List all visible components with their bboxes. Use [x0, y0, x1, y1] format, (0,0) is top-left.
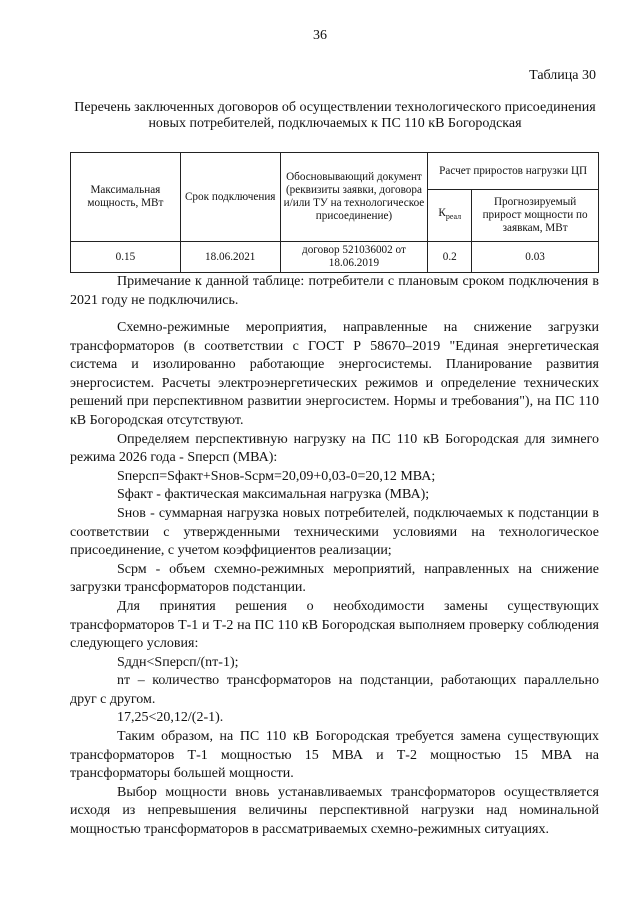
cell-term: 18.06.2021: [180, 242, 280, 273]
paragraph-decision: Для принятия решения о необходимости замены существующих трансформаторов Т-1 и Т-2 на ПС 110 кВ Богородская выполняем проверку соблюдения следующего условия:: [70, 598, 599, 652]
paragraph-conclusion: Таким образом, на ПС 110 кВ Богородская требуется замена существующих трансформаторов Т-1 мощностью 15 МВА и Т-2 мощностью 15 МВА на трансформаторы большей мощности.: [70, 729, 599, 782]
header-term: Срок подключения: [180, 153, 280, 242]
k-letter: К: [438, 207, 446, 220]
header-basis-document: Обосновывающий документ (реквизиты заявки, договора и/или ТУ на технологическое присоединение): [280, 153, 428, 242]
table-caption: Перечень заключенных договоров об осуществлении технологического присоединения новых потребителей, подключаемых к ПС 110 кВ Богородская: [74, 100, 596, 131]
paragraph-determine-load: Определяем перспективную нагрузку на ПС 110 кВ Богородская для зимнего режима 2026 года - Sперсп (МВА):: [70, 431, 599, 466]
body-text: [70, 319, 599, 840]
table-note: Примечание к данной таблице: потребители с плановым сроком подключения в 2021 году не подключились.: [70, 274, 599, 308]
k-subscript: реал: [445, 212, 462, 222]
table-header-row: [71, 153, 599, 190]
header-growth-calc: Расчет приростов нагрузки ЦП: [428, 153, 599, 190]
cell-doc: договор 521036002 от 18.06.2019: [280, 242, 428, 273]
header-forecast: Прогнозируемый прирост мощности по заявкам, МВт: [472, 190, 599, 242]
cell-forecast: 0.03: [472, 242, 599, 273]
table-label: Таблица 30: [529, 68, 596, 83]
formula-s-persp: Sперсп=Sфакт+Sнов-Sсрм=20,09+0,03-0=20,12 МВА;: [117, 468, 436, 484]
formula-condition: Sддн<Sперсп/(nт-1);: [117, 654, 239, 670]
formula-check: 17,25<20,12/(2-1).: [117, 710, 224, 726]
header-max-power: Максимальная мощность, МВт: [71, 153, 181, 242]
paragraph-selection: Выбор мощности вновь устанавливаемых трансформаторов осуществляется исходя из непревышения величины перспективной нагрузки над номинальной мощностью трансформаторов в рассматриваемых схемно-режимных ситуациях.: [70, 784, 599, 838]
header-k-real: [428, 190, 472, 242]
definition-s-new: Sнов - суммарная нагрузка новых потребителей, подключаемых к подстанции в соответствии с утвержденными техническими условиями на технологическое присоединение, с учетом коэффициентов реализации;: [70, 505, 599, 559]
paragraph-measures: Схемно-режимные мероприятия, направленные на снижение загрузки трансформаторов (в соответствии с ГОСТ Р 58670–2019 "Единая энергетическая система и изолированно работающие энергосистемы. Планирование развития энергосистем. Расчеты электроэнергетических режимов и определение технических решений при перспективном развитии энергосистем. Нормы и требования"), на ПС 110 кВ Богородская отсутствуют.: [70, 320, 599, 428]
cell-k: 0.2: [428, 242, 472, 273]
table-row: [71, 242, 599, 273]
page-number: 36: [313, 28, 327, 43]
definition-s-fact: Sфакт - фактическая максимальная нагрузка (МВА);: [117, 487, 430, 503]
contracts-table: [70, 152, 599, 273]
definition-nt: nт – количество трансформаторов на подстанции, работающих параллельно друг с другом.: [70, 673, 599, 707]
definition-s-srm: Sсрм - объем схемно-режимных мероприятий, направленных на снижение загрузки трансформаторов подстанции.: [70, 561, 599, 596]
cell-max-power: 0.15: [71, 242, 181, 273]
